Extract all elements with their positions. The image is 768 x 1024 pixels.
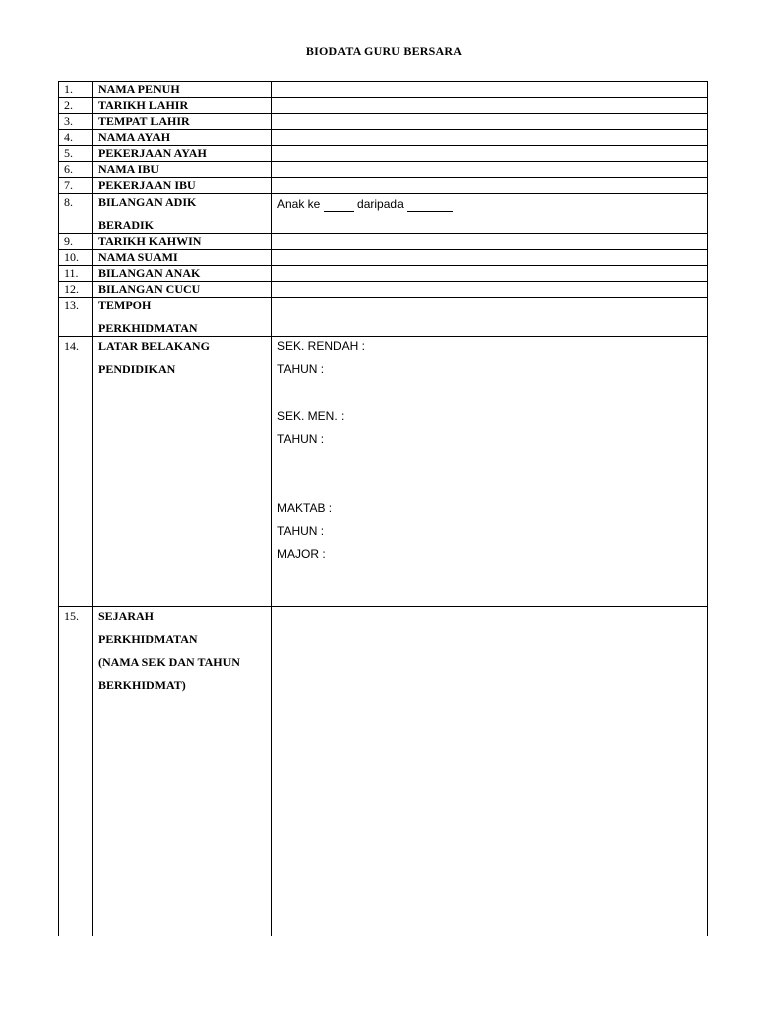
field-label-bilangan-adik-beradik xyxy=(93,194,272,234)
field-label-sejarah-perkhidmatan xyxy=(93,607,272,936)
row-number: 13. xyxy=(59,298,93,337)
daripada-blank[interactable] xyxy=(407,211,453,212)
row-number: 12. xyxy=(59,282,93,298)
tahun-label: TAHUN : xyxy=(277,362,325,376)
field-value-tarikh-kahwin[interactable] xyxy=(272,234,708,250)
field-label-tarikh-lahir: TARIKH LAHIR xyxy=(93,98,272,114)
field-value-bilangan-anak[interactable] xyxy=(272,266,708,282)
table-row xyxy=(59,98,708,114)
label-line: PERKHIDMATAN xyxy=(98,321,198,335)
anak-ke-label: Anak ke xyxy=(277,197,321,211)
field-value-bilangan-cucu[interactable] xyxy=(272,282,708,298)
row-number: 6. xyxy=(59,162,93,178)
field-label-bilangan-cucu: BILANGAN CUCU xyxy=(93,282,272,298)
field-label-tempat-lahir: TEMPAT LAHIR xyxy=(93,114,272,130)
table-row xyxy=(59,162,708,178)
table-row xyxy=(59,178,708,194)
table-row xyxy=(59,234,708,250)
row-number: 4. xyxy=(59,130,93,146)
field-value-nama-suami[interactable] xyxy=(272,250,708,266)
field-value-pekerjaan-ibu[interactable] xyxy=(272,178,708,194)
label-line: PERKHIDMATAN xyxy=(98,632,198,646)
table-row xyxy=(59,114,708,130)
field-label-nama-suami: NAMA SUAMI xyxy=(93,250,272,266)
tahun-label: TAHUN : xyxy=(277,524,325,538)
field-value-tempoh-perkhidmatan[interactable] xyxy=(272,298,708,337)
field-value-tempat-lahir[interactable] xyxy=(272,114,708,130)
field-label-nama-ibu: NAMA IBU xyxy=(93,162,272,178)
label-line: LATAR BELAKANG xyxy=(98,339,210,353)
row-number: 14. xyxy=(59,337,93,607)
table-row xyxy=(59,146,708,162)
row-number: 1. xyxy=(59,82,93,98)
biodata-form-table xyxy=(58,81,708,936)
field-label-tempoh-perkhidmatan xyxy=(93,298,272,337)
field-label-pekerjaan-ibu: PEKERJAAN IBU xyxy=(93,178,272,194)
field-label-pekerjaan-ayah: PEKERJAAN AYAH xyxy=(93,146,272,162)
row-number: 9. xyxy=(59,234,93,250)
sek-men-label: SEK. MEN. : xyxy=(277,409,345,423)
sek-rendah-label: SEK. RENDAH : xyxy=(277,339,366,353)
label-line: (NAMA SEK DAN TAHUN xyxy=(98,655,240,669)
table-row xyxy=(59,194,708,234)
label-line: BILANGAN ADIK xyxy=(98,195,197,209)
field-value-sejarah-perkhidmatan[interactable] xyxy=(272,607,708,936)
row-number: 5. xyxy=(59,146,93,162)
label-line: PENDIDIKAN xyxy=(98,362,176,376)
label-line: TEMPOH xyxy=(98,298,152,312)
field-value-latar-belakang-pendidikan[interactable] xyxy=(272,337,708,607)
table-row xyxy=(59,82,708,98)
field-value-nama-ibu[interactable] xyxy=(272,162,708,178)
field-label-latar-belakang-pendidikan xyxy=(93,337,272,607)
maktab-label: MAKTAB : xyxy=(277,501,333,515)
table-row xyxy=(59,250,708,266)
row-number: 2. xyxy=(59,98,93,114)
major-label: MAJOR : xyxy=(277,547,326,561)
row-number: 15. xyxy=(59,607,93,936)
table-row xyxy=(59,607,708,936)
tahun-label: TAHUN : xyxy=(277,432,325,446)
row-number: 10. xyxy=(59,250,93,266)
field-value-bilangan-adik-beradik xyxy=(272,194,708,234)
field-value-tarikh-lahir[interactable] xyxy=(272,98,708,114)
field-value-pekerjaan-ayah[interactable] xyxy=(272,146,708,162)
field-value-nama-ayah[interactable] xyxy=(272,130,708,146)
table-row xyxy=(59,266,708,282)
row-number: 8. xyxy=(59,194,93,234)
field-label-nama-penuh: NAMA PENUH xyxy=(93,82,272,98)
anak-ke-blank[interactable] xyxy=(324,211,354,212)
row-number: 7. xyxy=(59,178,93,194)
table-row xyxy=(59,282,708,298)
table-row xyxy=(59,337,708,607)
field-label-tarikh-kahwin: TARIKH KAHWIN xyxy=(93,234,272,250)
daripada-label: daripada xyxy=(357,197,404,211)
label-line: SEJARAH xyxy=(98,609,155,623)
page-title: BIODATA GURU BERSARA xyxy=(305,44,463,58)
field-value-nama-penuh[interactable] xyxy=(272,82,708,98)
table-row xyxy=(59,130,708,146)
field-label-bilangan-anak: BILANGAN ANAK xyxy=(93,266,272,282)
field-label-nama-ayah: NAMA AYAH xyxy=(93,130,272,146)
row-number: 11. xyxy=(59,266,93,282)
label-line: BERADIK xyxy=(98,218,155,232)
row-number: 3. xyxy=(59,114,93,130)
table-row xyxy=(59,298,708,337)
label-line: BERKHIDMAT) xyxy=(98,678,186,692)
